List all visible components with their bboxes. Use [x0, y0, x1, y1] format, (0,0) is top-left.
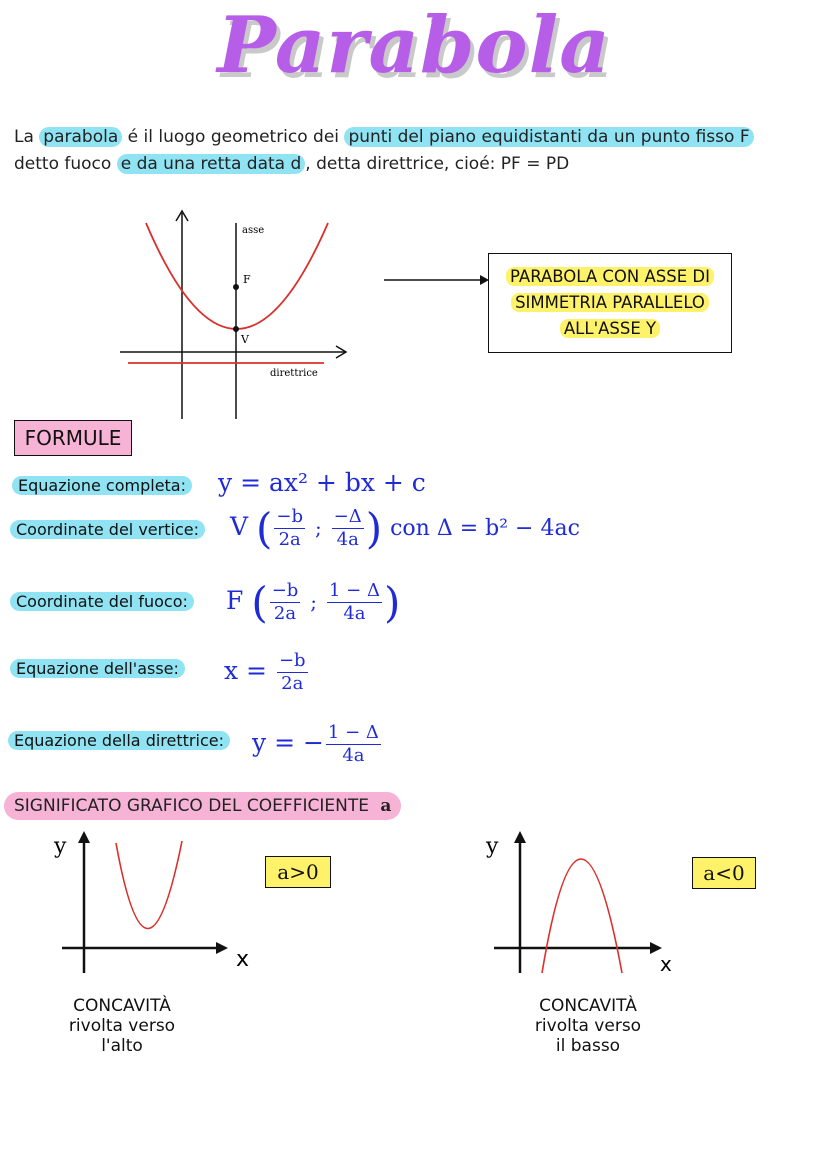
intro-text-2: é il luogo geometrico dei	[122, 127, 345, 147]
axis-equation-label: Equazione dell'asse:	[10, 659, 185, 678]
callout-box	[488, 253, 732, 353]
parabola-diagram	[110, 205, 360, 423]
downward-curve	[542, 859, 622, 973]
intro-highlight-points: punti del piano equidistanti da un punto fisso F	[344, 127, 753, 147]
focus-formula: F ( $\frac{-b}{2a}$ ; $\frac{1 - \Delta}{4a}$ )	[226, 578, 401, 627]
negative-coefficient-badge: a<0	[692, 857, 756, 889]
vertex-label: V	[241, 333, 249, 346]
intro-highlight-parabola: parabola	[39, 127, 122, 147]
intro-highlight-line: e da una retta data d	[117, 154, 306, 174]
focus-x-fraction: $\frac{-b}{2a}$	[271, 580, 299, 624]
right-x-label: x	[660, 952, 672, 975]
arrow-right-icon	[384, 272, 490, 288]
vertex-prefix: V	[230, 512, 249, 541]
upward-curve	[116, 841, 182, 929]
formule-heading: FORMULE	[14, 420, 132, 456]
left-x-label: x	[236, 947, 250, 972]
coefficient-section-heading	[4, 792, 401, 820]
complete-equation: y = ax² + bx + c	[218, 468, 426, 497]
intro-text-1: La	[14, 127, 40, 147]
directrix-fraction: $\frac{1 - \Delta}{4a}$	[327, 722, 379, 766]
vertex-coords-label: Coordinate del vertice:	[10, 520, 205, 539]
left-y-label: y	[54, 834, 67, 859]
formula-label-focus	[10, 591, 194, 613]
focus-point	[233, 284, 239, 290]
right-caption: CONCAVITÀ rivolta verso il basso	[534, 996, 642, 1056]
page-title: Parabola	[217, 0, 611, 91]
y-arrow-icon	[78, 831, 90, 843]
coefficient-section-title: SIGNIFICATO GRAFICO DEL COEFFICIENTE	[14, 796, 369, 816]
x-arrow-icon	[216, 942, 228, 954]
directrix-label: direttrice	[270, 368, 318, 379]
callout-line-2: SIMMETRIA PARALLELO	[511, 293, 709, 312]
intro-text-4: , detta direttrice, cioé: PF = PD	[305, 154, 570, 174]
vertex-x-fraction: $\frac{-b}{2a}$	[276, 506, 304, 550]
definition-paragraph	[14, 124, 814, 178]
coefficient-symbol: a	[380, 796, 392, 816]
vertex-formula: V ( $\frac{-b}{2a}$ ; $\frac{-\Delta}{4a}$ ) con Δ = b² − 4ac	[230, 504, 580, 553]
vertex-y-fraction: $\frac{-\Delta}{4a}$	[333, 506, 362, 550]
directrix-formula	[252, 722, 383, 767]
focus-y-fraction: $\frac{1 - \Delta}{4a}$	[328, 580, 380, 624]
formula-label-axis	[10, 658, 185, 680]
graph-downward-parabola	[480, 825, 685, 975]
right-y-label: y	[486, 834, 499, 859]
y-arrow-icon-right	[514, 831, 526, 843]
focus-coords-label: Coordinate del fuoco:	[10, 592, 194, 611]
axis-label: asse	[242, 225, 265, 236]
left-caption: CONCAVITÀ rivolta verso l'alto	[68, 996, 176, 1056]
delta-definition: con Δ = b² − 4ac	[390, 516, 580, 541]
focus-label: F	[243, 273, 251, 286]
formula-label-complete	[12, 475, 192, 497]
graph-upward-parabola	[50, 825, 260, 975]
vertex-point	[233, 326, 239, 332]
directrix-equation-label: Equazione della direttrice:	[8, 731, 230, 750]
axis-formula	[224, 650, 310, 695]
directrix-lhs: y = −	[252, 728, 324, 757]
axis-fraction: $\frac{-b}{2a}$	[278, 650, 306, 694]
positive-coefficient-badge: a>0	[265, 856, 331, 888]
formula-label-vertex	[10, 519, 205, 541]
focus-prefix: F	[226, 586, 244, 615]
callout-line-3: ALL'ASSE Y	[560, 319, 660, 338]
complete-equation-label: Equazione completa:	[12, 476, 192, 495]
parabola-curve	[146, 223, 328, 329]
axis-lhs: x =	[224, 656, 267, 685]
formula-label-directrix	[8, 730, 230, 752]
intro-text-3: detto fuoco	[14, 154, 112, 174]
callout-line-1: PARABOLA CON ASSE DI	[506, 267, 714, 286]
